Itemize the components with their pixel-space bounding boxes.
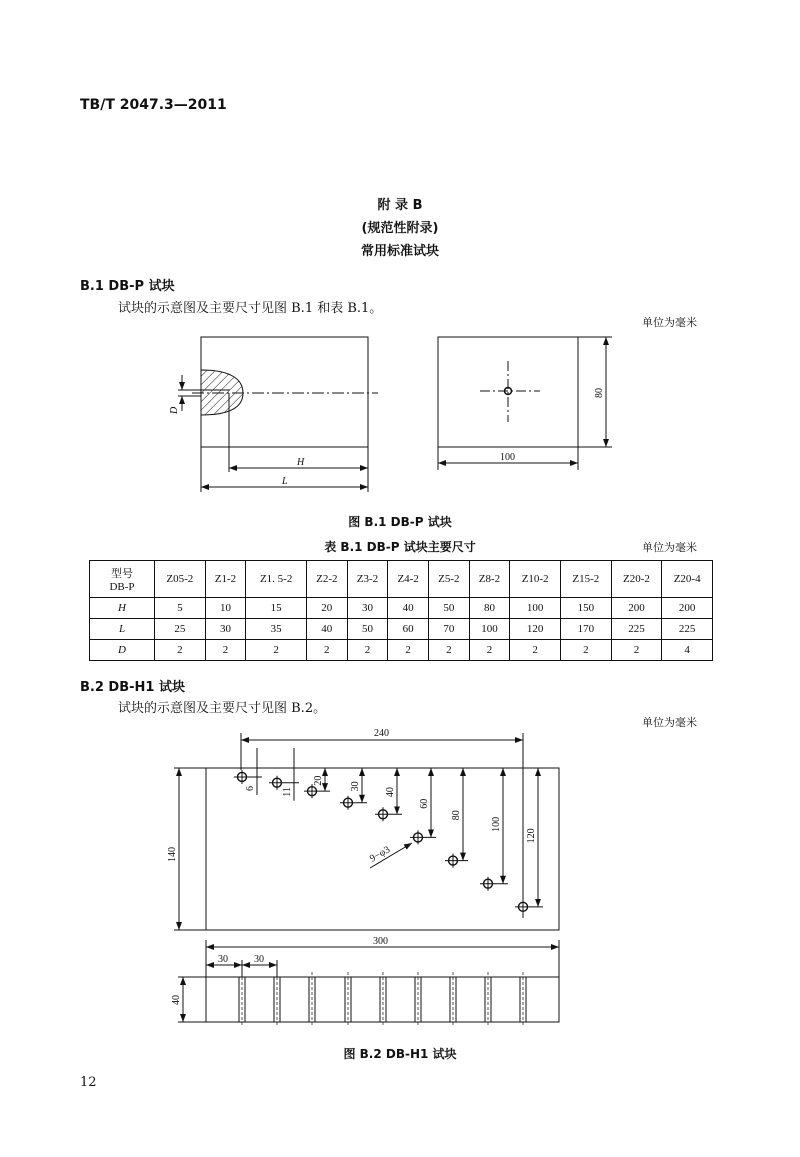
col-header: Z20-4: [662, 561, 713, 598]
table-cell: 2: [510, 640, 561, 661]
row-label: D: [90, 640, 155, 661]
col-header: Z4-2: [388, 561, 429, 598]
table-cell: 225: [662, 619, 713, 640]
table-cell: 40: [388, 598, 429, 619]
table-cell: 2: [560, 640, 611, 661]
table-cell: 170: [560, 619, 611, 640]
table-cell: 25: [155, 619, 206, 640]
col-header: Z2-2: [306, 561, 347, 598]
dim-140-label: 140: [167, 847, 178, 862]
col-header: Z05-2: [155, 561, 206, 598]
dim-240-label: 240: [374, 728, 389, 739]
depth-label: 20: [313, 775, 324, 786]
dim-height-label: 80: [594, 388, 605, 398]
depth-label: 30: [350, 781, 361, 792]
table-cell: 40: [306, 619, 347, 640]
figure-b2-caption: 图 B.2 DB-H1 试块: [343, 1047, 457, 1061]
depth-label: 11: [282, 787, 293, 797]
table-cell: 200: [611, 598, 662, 619]
appendix-name: 常用标准试块: [360, 244, 440, 259]
unit-note: 单位为毫米: [642, 316, 697, 329]
holes-label: 9−φ3: [368, 844, 393, 865]
col-header: Z8-2: [469, 561, 510, 598]
section-b2-text: 试块的示意图及主要尺寸见图 B.2。: [118, 701, 327, 716]
col-header: Z3-2: [347, 561, 388, 598]
table-cell: 2: [347, 640, 388, 661]
unit-note-b2: 单位为毫米: [642, 716, 697, 729]
dim-pitch1-label: 30: [218, 954, 228, 965]
section-b1-heading: B.1 DB-P 试块: [80, 279, 175, 294]
corner-cell: 型号 DB-P: [90, 561, 155, 598]
page-number: 12: [80, 1075, 97, 1090]
table-cell: 2: [388, 640, 429, 661]
col-header: Z10-2: [510, 561, 561, 598]
table-cell: 2: [611, 640, 662, 661]
table-cell: 80: [469, 598, 510, 619]
table-cell: 35: [246, 619, 307, 640]
table-cell: 225: [611, 619, 662, 640]
table-cell: 5: [155, 598, 206, 619]
doc-id: TB/T 2047.3—2011: [80, 97, 227, 113]
row-label: L: [90, 619, 155, 640]
dim-300-label: 300: [373, 936, 388, 947]
col-header: Z5-2: [428, 561, 469, 598]
depth-label: 6: [245, 785, 256, 791]
dim-40-label: 40: [171, 995, 182, 1005]
table-cell: 100: [510, 598, 561, 619]
table-cell: 120: [510, 619, 561, 640]
table-cell: 20: [306, 598, 347, 619]
table-cell: 2: [306, 640, 347, 661]
section-b2-heading: B.2 DB-H1 试块: [80, 680, 185, 695]
dim-pitch2-label: 30: [254, 954, 264, 965]
depth-label: 60: [419, 798, 430, 809]
depth-label: 40: [385, 787, 396, 798]
table-cell: 2: [469, 640, 510, 661]
col-header: Z1. 5-2: [246, 561, 307, 598]
table-cell: 2: [246, 640, 307, 661]
table-cell: 50: [347, 619, 388, 640]
col-header: Z15-2: [560, 561, 611, 598]
table-cell: 200: [662, 598, 713, 619]
depth-label: 120: [526, 828, 537, 844]
row-label: H: [90, 598, 155, 619]
table-cell: 100: [469, 619, 510, 640]
table-b1-caption: 表 B.1 DB-P 试块主要尺寸: [324, 540, 476, 554]
table-cell: 30: [205, 619, 246, 640]
table-unit-note: 单位为毫米: [642, 541, 697, 554]
col-header: Z1-2: [205, 561, 246, 598]
appendix-title: 附 录 B: [377, 198, 423, 213]
table-cell: 70: [428, 619, 469, 640]
figure-b1-caption: 图 B.1 DB-P 试块: [348, 515, 452, 529]
table-cell: 2: [155, 640, 206, 661]
appendix-subtitle: (规范性附录): [361, 221, 439, 236]
table-cell: 4: [662, 640, 713, 661]
dim-width-label: 100: [500, 452, 515, 463]
col-header: Z20-2: [611, 561, 662, 598]
dim-h-label: H: [297, 457, 305, 468]
depth-label: 80: [451, 810, 462, 821]
section-b1-text: 试块的示意图及主要尺寸见图 B.1 和表 B.1。: [118, 301, 383, 316]
table-cell: 10: [205, 598, 246, 619]
dim-d-label: D: [169, 406, 180, 414]
depth-label: 100: [491, 816, 502, 832]
table-cell: 15: [246, 598, 307, 619]
table-cell: 60: [388, 619, 429, 640]
table-cell: 30: [347, 598, 388, 619]
table-cell: 50: [428, 598, 469, 619]
table-cell: 2: [428, 640, 469, 661]
dim-l-label: L: [282, 476, 288, 487]
table-cell: 150: [560, 598, 611, 619]
table-cell: 2: [205, 640, 246, 661]
